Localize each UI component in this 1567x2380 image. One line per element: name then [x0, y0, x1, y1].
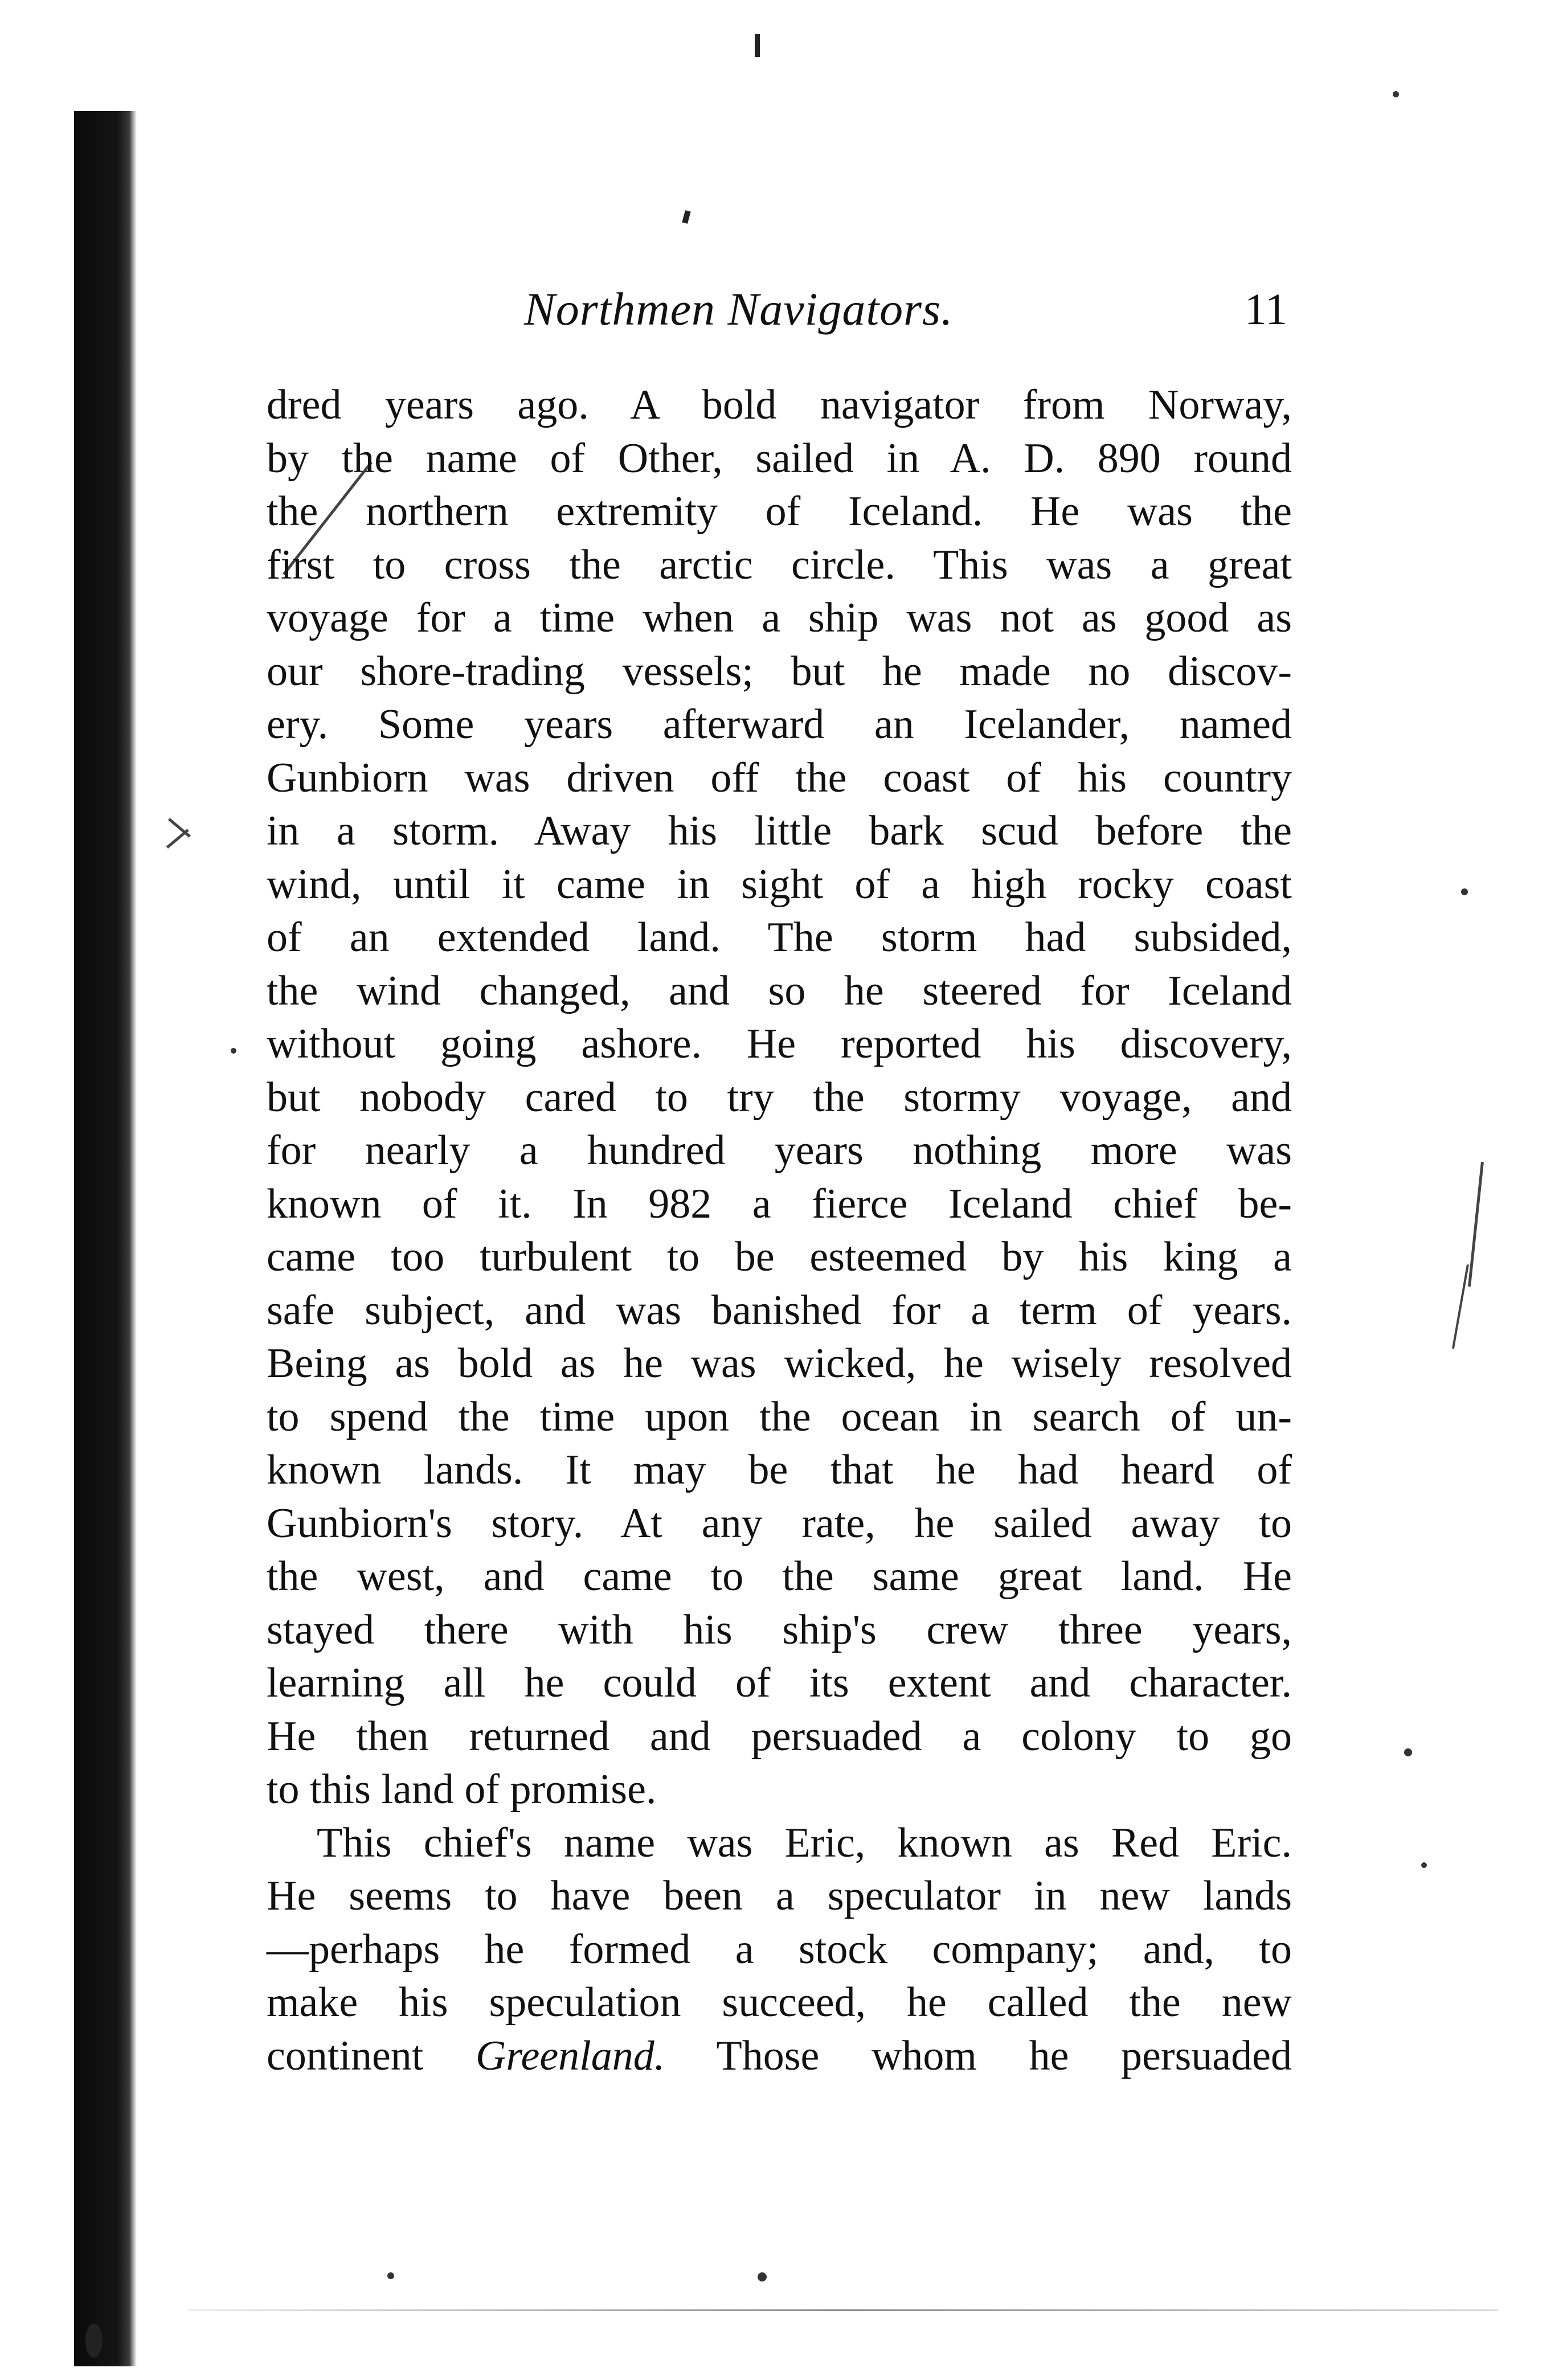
binding-speck	[85, 2324, 103, 2358]
text-line: of an extended land. The storm had subsided,	[267, 914, 1292, 961]
text-line: the wind changed, and so he steered for Iceland	[267, 967, 1292, 1014]
text-line-with-italic	[267, 2030, 1292, 2083]
text-line: stayed there with his ship's crew three years,	[267, 1606, 1292, 1653]
text-line: Gunbiorn's story. At any rate, he sailed away to	[267, 1500, 1292, 1547]
line-text-before: continent	[267, 2032, 476, 2079]
text-line: in a storm. Away his little bark scud before the	[267, 808, 1292, 854]
text-line: safe subject, and was banished for a term of years.	[267, 1287, 1292, 1334]
text-line: without going ashore. He reported his discovery,	[267, 1021, 1292, 1067]
text-line: dred years ago. A bold navigator from Norway,	[267, 382, 1292, 428]
text-line: —perhaps he formed a stock company; and, to	[267, 1926, 1292, 1973]
text-line: ery. Some years afterward an Icelander, named	[267, 701, 1292, 748]
text-line: our shore-trading vessels; but he made no discov-	[267, 648, 1292, 695]
binding-edge	[74, 111, 137, 2366]
scan-stroke-right	[1452, 1264, 1469, 1349]
page-number: 11	[1244, 284, 1287, 334]
text-line: known of it. In 982 a fierce Iceland chief be-	[267, 1180, 1292, 1227]
text-line: wind, until it came in sight of a high rocky coast	[267, 861, 1292, 908]
running-title: Northmen Navigators.	[524, 283, 954, 335]
scan-dot	[1393, 91, 1399, 97]
italic-word-greenland: Greenland.	[475, 2032, 665, 2079]
text-line-paragraph-end: to this land of promise.	[267, 1766, 657, 1813]
text-line: learning all he could of its extent and character.	[267, 1660, 1292, 1706]
running-head	[273, 284, 1287, 335]
margin-arrow	[166, 829, 189, 849]
scan-stroke-bottom	[188, 2309, 1498, 2311]
text-line: voyage for a time when a ship was not as good as	[267, 595, 1292, 641]
scan-dot	[231, 1048, 236, 1054]
text-line: the west, and came to the same great land. He	[267, 1553, 1292, 1600]
scan-dot	[387, 2272, 394, 2279]
text-line: for nearly a hundred years nothing more was	[267, 1127, 1292, 1174]
text-line: known lands. It may be that he had heard of	[267, 1447, 1292, 1493]
text-line: first to cross the arctic circle. This was a great	[267, 541, 1292, 588]
text-line: He then returned and persuaded a colony to go	[267, 1713, 1292, 1760]
scan-mark-top-small	[682, 210, 690, 224]
text-line: Being as bold as he was wicked, he wisely resolved	[267, 1340, 1292, 1387]
scan-dot	[1404, 1748, 1412, 1756]
scan-mark-top	[755, 34, 760, 57]
scan-stroke-right	[1468, 1162, 1484, 1287]
scan-dot	[1461, 888, 1468, 895]
text-line: came too turbulent to be esteemed by his king a	[267, 1234, 1292, 1280]
text-line: the northern extremity of Iceland. He was the	[267, 488, 1292, 535]
text-line: He seems to have been a speculator in new lands	[267, 1873, 1292, 1919]
text-line: Gunbiorn was driven off the coast of his country	[267, 754, 1292, 801]
text-line: to spend the time upon the ocean in search of un-	[267, 1393, 1292, 1440]
text-line-paragraph-start: This chief's name was Eric, known as Red Eric.	[317, 1819, 1292, 1866]
text-line: make his speculation succeed, he called the new	[267, 1979, 1292, 2026]
text-line: by the name of Other, sailed in A. D. 890 round	[267, 435, 1292, 482]
scan-dot	[1421, 1862, 1427, 1868]
scan-dot	[758, 2272, 767, 2281]
line-text-after: Those whom he persuaded	[665, 2032, 1292, 2079]
body-text	[267, 379, 1292, 2083]
text-line: but nobody cared to try the stormy voyage, and	[267, 1074, 1292, 1121]
